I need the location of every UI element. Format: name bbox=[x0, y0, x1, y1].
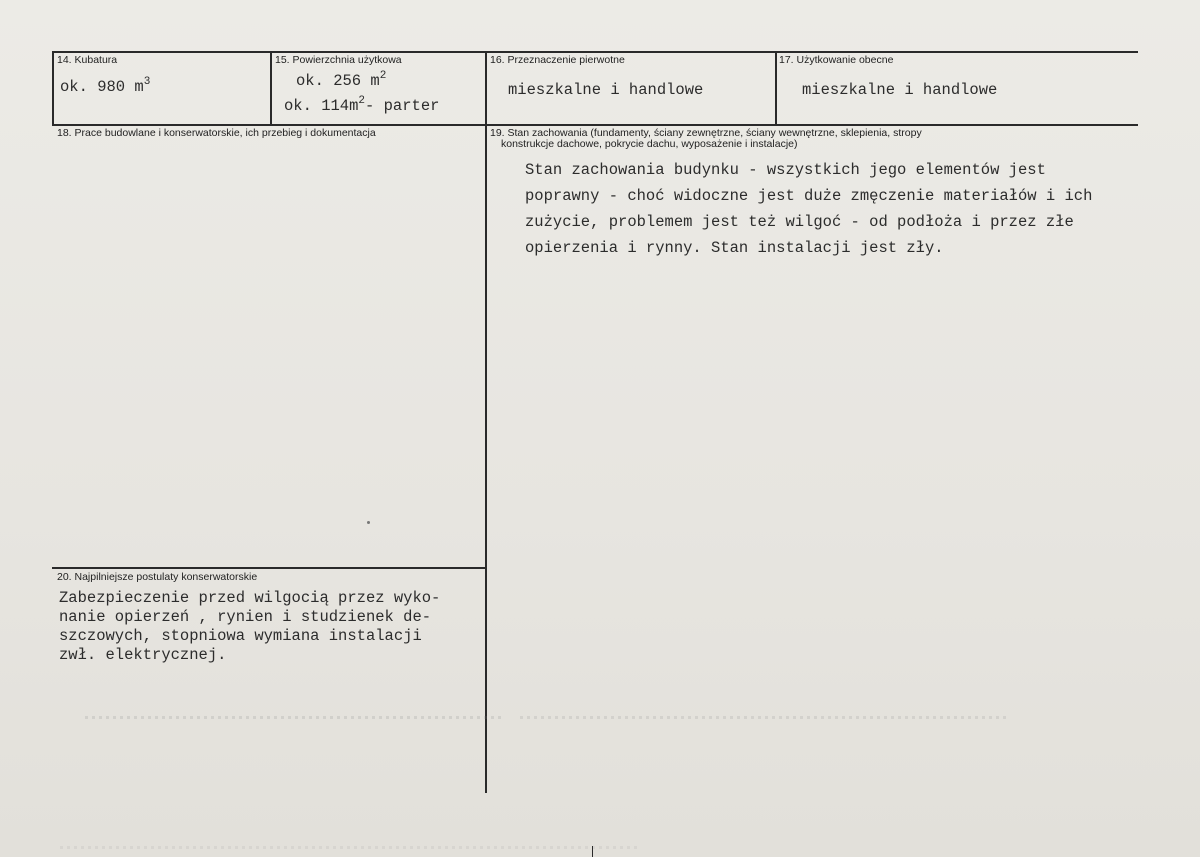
field-15-line1-sup: 2 bbox=[379, 70, 387, 82]
field-14-value-text: ok. 980 m bbox=[60, 78, 144, 96]
scan-smudge bbox=[85, 716, 505, 719]
divider-15-16 bbox=[485, 51, 487, 793]
field-17-value: mieszkalne i handlowe bbox=[802, 81, 998, 99]
field-19-text bbox=[525, 157, 1092, 261]
scan-smudge bbox=[60, 846, 640, 849]
field-16-value: mieszkalne i handlowe bbox=[508, 81, 704, 99]
field-20-text bbox=[59, 589, 440, 665]
field-15-label: 15. Powierzchnia użytkowa bbox=[275, 54, 402, 66]
field-16-label: 16. Przeznaczenie pierwotne bbox=[490, 54, 625, 66]
field-20-label: 20. Najpilniejsze postulaty konserwatorskie bbox=[57, 571, 258, 583]
field-19-label-line2: konstrukcje dachowe, pokrycie dachu, wyposażenie i instalacje) bbox=[501, 138, 798, 150]
field-15-line1 bbox=[296, 72, 386, 90]
row1-bottom-border bbox=[52, 124, 1138, 126]
field-19-label-line1: 19. Stan zachowania (fundamenty, ściany zewnętrzne, ściany wewnętrzne, sklepienia, stropy bbox=[490, 127, 922, 139]
field-19-line: opierzenia i rynny. Stan instalacji jest zły. bbox=[525, 239, 944, 257]
field-20-line: szczowych, stopniowa wymiana instalacji bbox=[59, 627, 422, 645]
left-border bbox=[52, 51, 54, 125]
field-15-line2-text: ok. 114m bbox=[284, 97, 359, 115]
field-14-label: 14. Kubatura bbox=[57, 54, 118, 66]
field-17-label: 17. Użytkowanie obecne bbox=[779, 54, 894, 66]
scan-speck bbox=[367, 521, 370, 524]
scan-smudge bbox=[520, 716, 1010, 719]
field-20-line: zwł. elektrycznej. bbox=[59, 646, 227, 664]
top-border bbox=[52, 51, 1138, 53]
field-18-label: 18. Prace budowlane i konserwatorskie, ich przebieg i dokumentacja bbox=[57, 127, 376, 139]
field-20-line: Zabezpieczenie przed wilgocią przez wyko- bbox=[59, 589, 441, 607]
field-15-line2-suffix: - parter bbox=[365, 97, 440, 115]
field-15-line2-sup: 2 bbox=[358, 95, 366, 107]
field-19-line: Stan zachowania budynku - wszystkich jego elementów jest bbox=[525, 161, 1046, 179]
field-19-line: poprawny - choć widoczne jest duże zmęczenie materiałów i ich bbox=[525, 187, 1093, 205]
field-15-line2 bbox=[284, 97, 439, 115]
field-14-value bbox=[60, 78, 150, 96]
field-15-line1-text: ok. 256 m bbox=[296, 72, 380, 90]
field-20-top-border bbox=[52, 567, 486, 569]
field-19-line: zużycie, problemem jest też wilgoć - od podłoża i przez złe bbox=[525, 213, 1074, 231]
divider-16-17 bbox=[775, 51, 777, 125]
field-14-value-sup: 3 bbox=[143, 76, 151, 88]
divider-14-15 bbox=[270, 51, 272, 125]
field-20-line: nanie opierzeń , rynien i studzienek de- bbox=[59, 608, 432, 626]
bottom-tick bbox=[592, 846, 593, 857]
